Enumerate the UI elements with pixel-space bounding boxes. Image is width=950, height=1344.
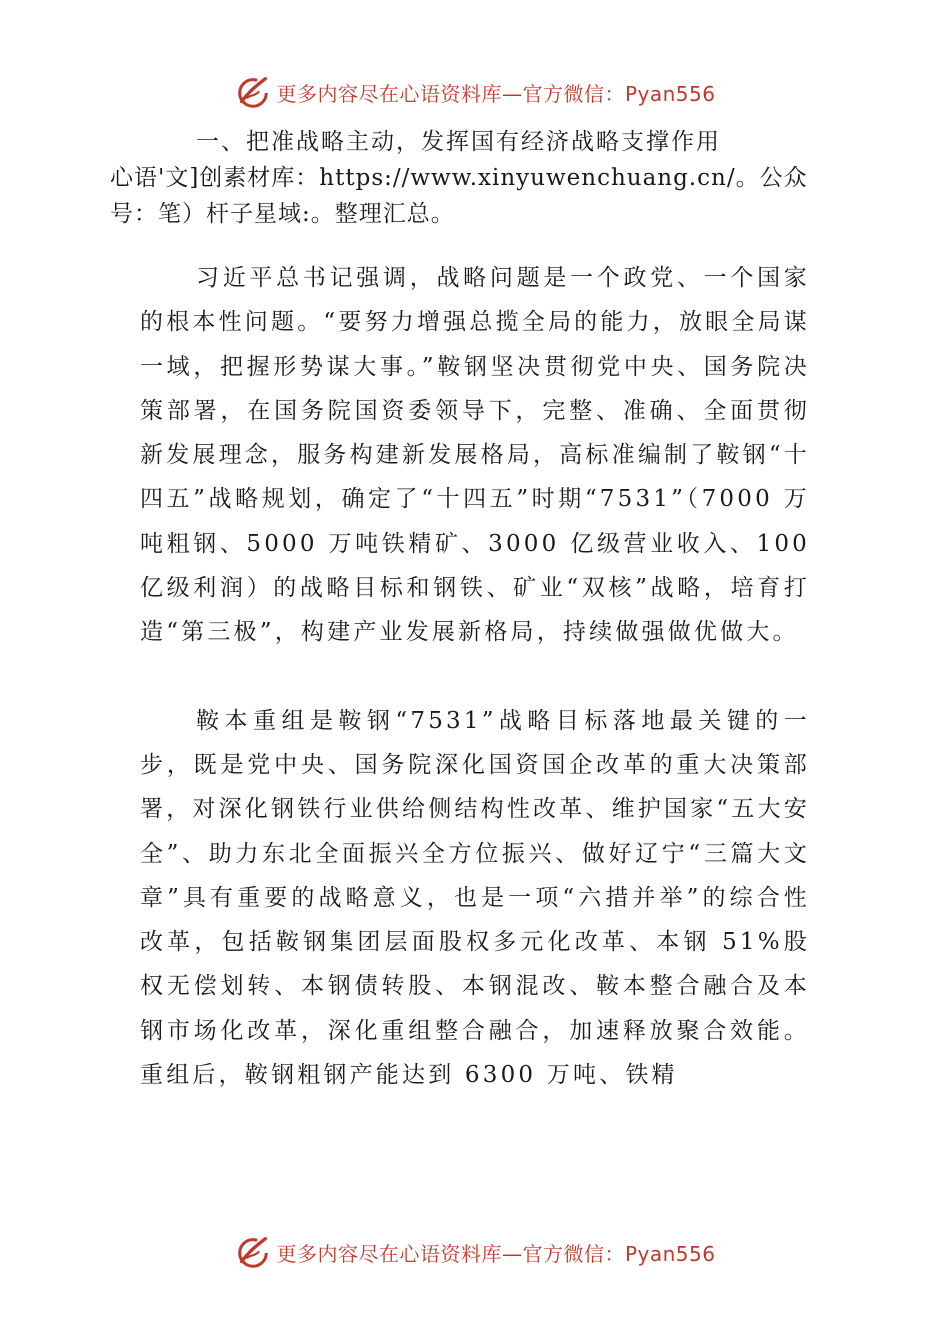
banner-text: 更多内容尽在心语资料库—官方微信：Pyan556 [276, 1241, 716, 1266]
brush-circle-logo-icon [234, 1233, 272, 1271]
paragraph: 鞍本重组是鞍钢“7531”战略目标落地最关键的一步，既是党中央、国务院深化国资国企改革的重大决策部署，对深化钢铁行业供给侧结构性改革、维护国家“五大安全”、助力东北全面振兴全方位振兴、做好辽宁“三篇大文章”具有重要的战略意义，也是一项“六措并举”的综合性改革，包括鞍钢集团层面股权多元化改革、本钢 51%股权无偿划转、本钢债转股、本钢混改、鞍本整合融合及本钢市场化改革，深化重组整合融合，加速释放聚合效能。重组后，鞍钢粗钢产能达到 6300 万吨、铁精 [140, 707, 810, 1089]
paragraph: 习近平总书记强调，战略问题是一个政党、一个国家的根本性问题。“要努力增强总揽全局的能力，放眼全局谋一域，把握形势谋大事。”鞍钢坚决贯彻党中央、国务院决策部署，在国务院国资委领导下，完整、准确、全面贯彻新发展理念，服务构建新发展格局，高标准编制了鞍钢“十四五”战略规划，确定了“十四五”时期“7531”（7000 万吨粗钢、5000 万吨铁精矿、3000 亿级营业收入、100 亿级利润）的战略目标和钢铁、矿业“双核”战略，培育打造“第三极”，构建产业发展新格局，持续做强做优做大。 [140, 265, 810, 646]
banner-text: 更多内容尽在心语资料库—官方微信：Pyan556 [276, 81, 716, 106]
brush-circle-logo-icon [234, 73, 272, 111]
source-note: 心语'文]创素材库：https://www.xinyuwenchuang.cn/。公众号：笔）杆子星域:。整理汇总。 [110, 165, 808, 227]
section-heading: 一、把准战略主动，发挥国有经济战略支撑作用 [196, 129, 721, 155]
header-banner [0, 70, 950, 114]
footer-banner [0, 1230, 950, 1274]
document-body [110, 124, 810, 1097]
